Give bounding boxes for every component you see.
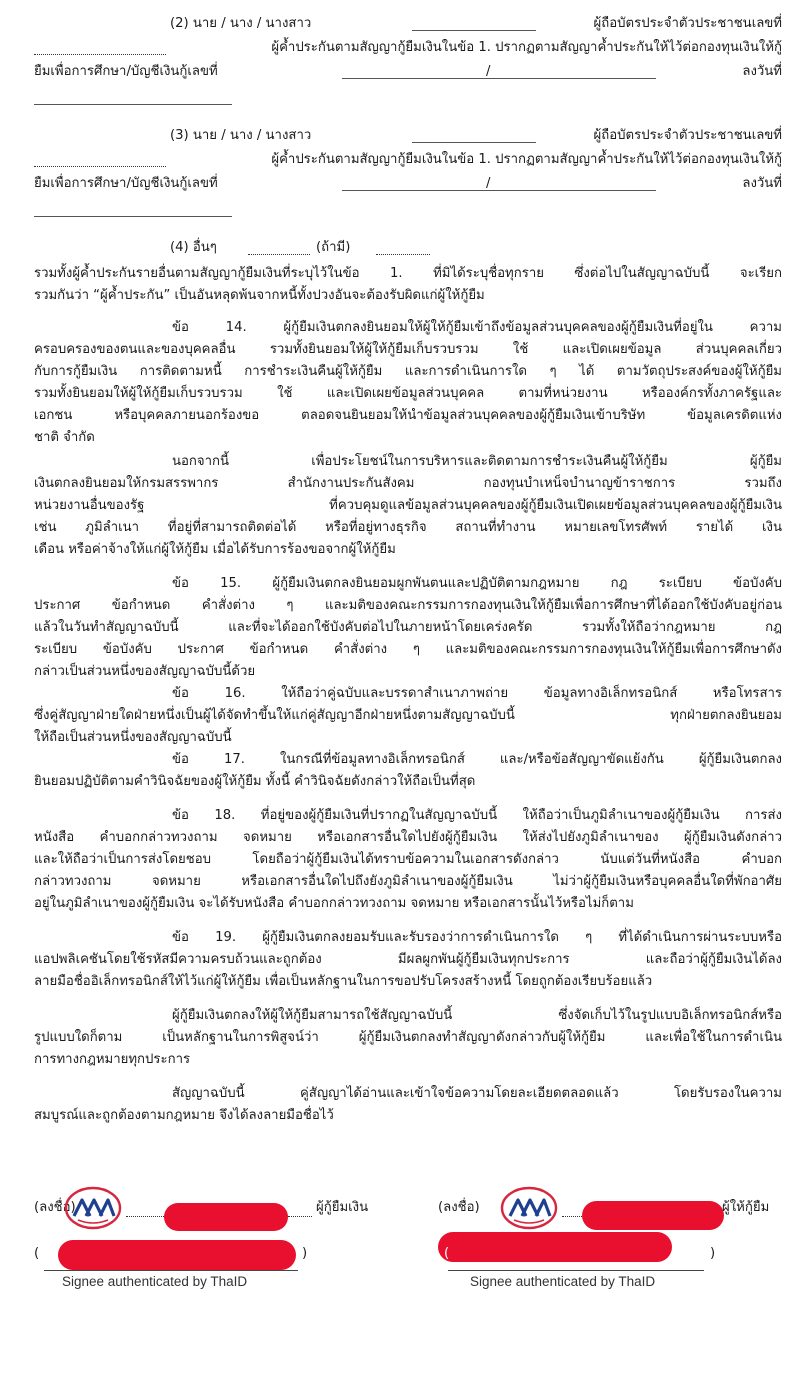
name-line <box>44 1270 298 1271</box>
signature-role: ผู้กู้ยืมเงิน <box>316 1200 369 1215</box>
clause-17-line: ข้อ 17. ในกรณีที่ข้อมูลทางอิเล็กทรอนิกส์ และ/หรือข้อสัญญาขัดแย้งกัน ผู้กู้ยืมเงินตกลง <box>172 752 782 767</box>
clause-14b-line: นอกจากนี้ เพื่อประโยชน์ในการบริหารและติดตามการชำระเงินคืนผู้ให้กู้ยืม ผู้กู้ยืม <box>172 454 782 469</box>
signature-role: ผู้ให้กู้ยืม <box>722 1200 770 1215</box>
clause-15-line: ประกาศ ข้อกำหนด คำสั่งต่าง ๆ และมติของคณะกรรมการกองทุนเงินให้กู้ยืมเพื่อการศึกษาที่ได้ออกใช้บังคับอยู่ก่อน <box>34 598 782 613</box>
thaid-logo-icon <box>64 1186 122 1230</box>
summary-line: รวมกันว่า “ผู้ค้ำประกัน” เป็นอันหลุดพ้นจากหนี้ทั้งปวงอันจะต้องรับผิดแก่ผู้ให้กู้ยืม <box>34 288 485 303</box>
guarantor-3-line2: ผู้ค้ำประกันตามสัญญากู้ยืมเงินในข้อ 1. ปรากฏตามสัญญาค้ำประกันให้ไว้ต่อกองทุนเงินให้กู้ <box>271 152 782 167</box>
guarantor-3-name-blank <box>412 142 536 143</box>
clause-14b-line: เงินตกลงยินยอมให้กรมสรรพากร สำนักงานประกันสังคม กองทุนบำเหน็จบำนาญข้าราชการ รวมถึง <box>34 476 782 491</box>
guarantor-3-id-dots <box>34 166 166 167</box>
name-open-paren: ( <box>34 1246 40 1261</box>
clause-evidence-line: ผู้กู้ยืมเงินตกลงให้ผู้ให้กู้ยืมสามารถใช้สัญญาฉบับนี้ ซึ่งจัดเก็บไว้ในรูปแบบอิเล็กทรอนิกส์หรือ <box>172 1008 782 1023</box>
guarantor-2-line3-mid: / <box>486 64 491 79</box>
name-close-paren: ) <box>710 1246 716 1261</box>
clause-evidence-line: รูปแบบใดก็ตาม เป็นหลักฐานในการพิสูจน์ว่า ผู้กู้ยืมเงินตกลงทำสัญญาดังกล่าวกับผู้ให้กู้ยืม และเพื่อใช้ในการดำเนิน <box>34 1030 782 1045</box>
signature-prefix: (ลงชื่อ) <box>438 1200 480 1215</box>
guarantor-3-line3-mid: / <box>486 176 491 191</box>
clause-18-line: อยู่ในภูมิลำเนาของผู้กู้ยืมเงิน จะได้รับหนังสือ คำบอกกล่าวทวงถาม จดหมาย หรือเอกสารนั้นไว้หรือไม่ก็ตาม <box>34 896 634 911</box>
clause-14-line: ข้อ 14. ผู้กู้ยืมเงินตกลงยินยอมให้ผู้ให้กู้ยืมเข้าถึงข้อมูลส่วนบุคคลของผู้กู้ยืมเงินที่อยู่ใน ความ <box>172 320 782 335</box>
summary-line: รวมทั้งผู้ค้ำประกันรายอื่นตามสัญญากู้ยืมเงินที่ระบุไว้ในข้อ 1. ที่มิได้ระบุชื่อทุกราย ซึ่งต่อไปในสัญญาฉบับนี้ จะเรียก <box>34 266 782 281</box>
name-redaction <box>58 1240 296 1270</box>
clause-14-line: ครอบครองของตนและของบุคคลอื่น รวมทั้งยินยอมให้ผู้ให้กู้ยืมเก็บรวบรวม ใช้ และเปิดเผยข้อมูล ส่วนบุคคลเกี่ยว <box>34 342 782 357</box>
clause-14-line: เอกชน หรือบุคคลภายนอกร้องขอ ตลอดจนยินยอมให้นำข้อมูลส่วนบุคคลของผู้กู้ยืมเงินเข้าบริษัท ข้อมูลเครดิตแห่ง <box>34 408 782 423</box>
clause-18-line: หนังสือ คำบอกกล่าวทวงถาม จดหมาย หรือเอกสารอื่นใดไปยังผู้กู้ยืมเงิน ให้ส่งไปยังภูมิลำเนาของ ผู้กู้ยืมเงินดังกล่าว <box>34 830 782 845</box>
guarantor-2-line3-left: ยืมเพื่อการศึกษา/บัญชีเงินกู้เลขที่ <box>34 64 218 79</box>
thaid-caption: Signee authenticated by ThaID <box>62 1274 248 1289</box>
guarantor-2-date-blank <box>34 104 232 105</box>
name-redaction <box>438 1232 672 1262</box>
guarantor-2-line1-left: (2) นาย / นาง / นางสาว <box>170 16 312 31</box>
clause-14b-line: เดือน หรือค่าจ้างให้แก่ผู้ให้กู้ยืม เมื่อได้รับการร้องขอจากผู้ให้กู้ยืม <box>34 542 396 557</box>
clause-19-line: ข้อ 19. ผู้กู้ยืมเงินตกลงยอมรับและรับรองว่าการดำเนินการใด ๆ ที่ได้ดำเนินการผ่านระบบหรือ <box>172 930 782 945</box>
signature-dots <box>288 1216 312 1217</box>
clause-14-line: รวมทั้งยินยอมให้ผู้ให้กู้ยืมเก็บรวบรวม ใช้ และเปิดเผยข้อมูลส่วนบุคคล ตามที่หน่วยงาน หรือองค์กรทั้งภาครัฐและ <box>34 386 782 401</box>
clause-18-line: และให้ถือว่าเป็นการส่งโดยชอบ โดยถือว่าผู้กู้ยืมเงินได้ทราบข้อความในเอกสารดังกล่าว นับแต่วันที่หนังสือ คำบอก <box>34 852 782 867</box>
clause-14-line: กับการกู้ยืมเงิน การติดตามหนี้ การชำระเงินคืนผู้ให้กู้ยืม และการดำเนินการใด ๆ ได้ ตามวัตถุประสงค์ของผู้ให้กู้ยืม <box>34 364 782 379</box>
clause-15-line: กล่าวเป็นส่วนหนึ่งของสัญญาฉบับนี้ด้วย <box>34 664 256 679</box>
guarantor-2-line1-right: ผู้ถือบัตรประจำตัวประชาชนเลขที่ <box>593 16 782 31</box>
guarantor-2-id-dots <box>34 54 166 55</box>
closing-line: สมบูรณ์และถูกต้องตามกฎหมาย จึงได้ลงลายมือชื่อไว้ <box>34 1108 334 1123</box>
clause-17-line: ยินยอมปฏิบัติตามคำวินิจฉัยของผู้ให้กู้ยืม ทั้งนี้ คำวินิจฉัยดังกล่าวให้ถือเป็นที่สุด <box>34 774 476 789</box>
clause-14b-line: หน่วยงานอื่นของรัฐ ที่ควบคุมดูแลข้อมูลส่วนบุคคลของผู้กู้ยืมเงินเปิดเผยข้อมูลส่วนบุคคลของผู้กู้ยืมเงิน <box>34 498 782 513</box>
name-line <box>448 1270 704 1271</box>
clause-18-line: กล่าวทวงถาม จดหมาย หรือเอกสารอื่นใดไปถึงยังภูมิลำเนาของผู้กู้ยืมเงิน ไม่ว่าผู้กู้ยืมเงินหรือบุคคลอื่นใดที่พักอาศัย <box>34 874 782 889</box>
signature-dots <box>126 1216 166 1217</box>
guarantor-3-line1-right: ผู้ถือบัตรประจำตัวประชาชนเลขที่ <box>593 128 782 143</box>
signature-redaction <box>164 1203 288 1231</box>
guarantor-2-account-blank <box>342 78 656 79</box>
guarantor-3-line1-left: (3) นาย / นาง / นางสาว <box>170 128 312 143</box>
name-open-paren: ( <box>444 1246 450 1261</box>
guarantor-3-account-blank <box>342 190 656 191</box>
clause-14-line: ชาติ จำกัด <box>34 430 95 445</box>
guarantor-2-line2: ผู้ค้ำประกันตามสัญญากู้ยืมเงินในข้อ 1. ปรากฏตามสัญญาค้ำประกันให้ไว้ต่อกองทุนเงินให้กู้ <box>271 40 782 55</box>
guarantor-2-line3-right: ลงวันที่ <box>742 64 782 79</box>
other-if-any-dots <box>376 254 430 255</box>
thaid-caption: Signee authenticated by ThaID <box>470 1274 656 1289</box>
closing-line: สัญญาฉบับนี้ คู่สัญญาได้อ่านและเข้าใจข้อความโดยละเอียดตลอดแล้ว โดยรับรองในความ <box>172 1086 782 1101</box>
signature-dots <box>562 1216 584 1217</box>
clause-18-line: ข้อ 18. ที่อยู่ของผู้กู้ยืมเงินที่ปรากฏในสัญญาฉบับนี้ ให้ถือว่าเป็นภูมิลำเนาของผู้กู้ยืมเงิน การส่ง <box>172 808 782 823</box>
clause-15-line: แล้วในวันทำสัญญาฉบับนี้ และที่จะได้ออกใช้บังคับต่อไปในภายหน้าโดยเคร่งครัด รวมทั้งให้ถือว่ากฎหมาย กฎ <box>34 620 782 635</box>
other-dots <box>248 254 310 255</box>
signature-redaction <box>582 1201 724 1230</box>
clause-16-line: ข้อ 16. ให้ถือว่าคู่ฉบับและบรรดาสำเนาภาพถ่าย ข้อมูลทางอิเล็กทรอนิกส์ หรือโทรสาร <box>172 686 782 701</box>
guarantor-3-date-blank <box>34 216 232 217</box>
name-close-paren: ) <box>302 1246 308 1261</box>
guarantor-2-name-blank <box>412 30 536 31</box>
clause-16-line: ซึ่งคู่สัญญาฝ่ายใดฝ่ายหนึ่งเป็นผู้ได้จัดทำขึ้นให้แก่คู่สัญญาอีกฝ่ายหนึ่งตามสัญญาฉบับนี้ ทุกฝ่ายตกลงยินยอม <box>34 708 782 723</box>
clause-15-line: ข้อ 15. ผู้กู้ยืมเงินตกลงยินยอมผูกพันตนและปฏิบัติตามกฎหมาย กฎ ระเบียบ ข้อบังคับ <box>172 576 782 591</box>
clause-16-line: ให้ถือเป็นส่วนหนึ่งของสัญญาฉบับนี้ <box>34 730 232 745</box>
signature-prefix: (ลงชื่อ) <box>34 1200 76 1215</box>
thaid-logo-icon <box>500 1186 558 1230</box>
clause-evidence-line: การทางกฎหมายทุกประการ <box>34 1052 191 1067</box>
other-label: (4) อื่นๆ <box>170 240 217 255</box>
clause-15-line: ระเบียบ ข้อบังคับ ประกาศ ข้อกำหนด คำสั่งต่าง ๆ และมติของคณะกรรมการกองทุนเงินให้กู้ยืมเพื่อการศึกษาดัง <box>34 642 782 657</box>
guarantor-3-line3-right: ลงวันที่ <box>742 176 782 191</box>
other-if-any: (ถ้ามี) <box>316 240 351 255</box>
guarantor-3-line3-left: ยืมเพื่อการศึกษา/บัญชีเงินกู้เลขที่ <box>34 176 218 191</box>
clause-19-line: ลายมือชื่ออิเล็กทรอนิกส์ให้ไว้แก่ผู้ให้กู้ยืม เพื่อเป็นหลักฐานในการขอปรับโครงสร้างหนี้ โดยถูกต้องเรียบร้อยแล้ว <box>34 974 653 989</box>
clause-19-line: แอปพลิเคชันโดยใช้รหัสมีความครบถ้วนและถูกต้อง มีผลผูกพันผู้กู้ยืมเงินทุกประการ และถือว่าผู้กู้ยืมเงินได้ลง <box>34 952 782 967</box>
clause-14b-line: เช่น ภูมิลำเนา ที่อยู่ที่สามารถติดต่อได้ หรือที่อยู่ทางธุรกิจ สถานที่ทำงาน หมายเลขโทรศัพท์ รายได้ เงิน <box>34 520 782 535</box>
